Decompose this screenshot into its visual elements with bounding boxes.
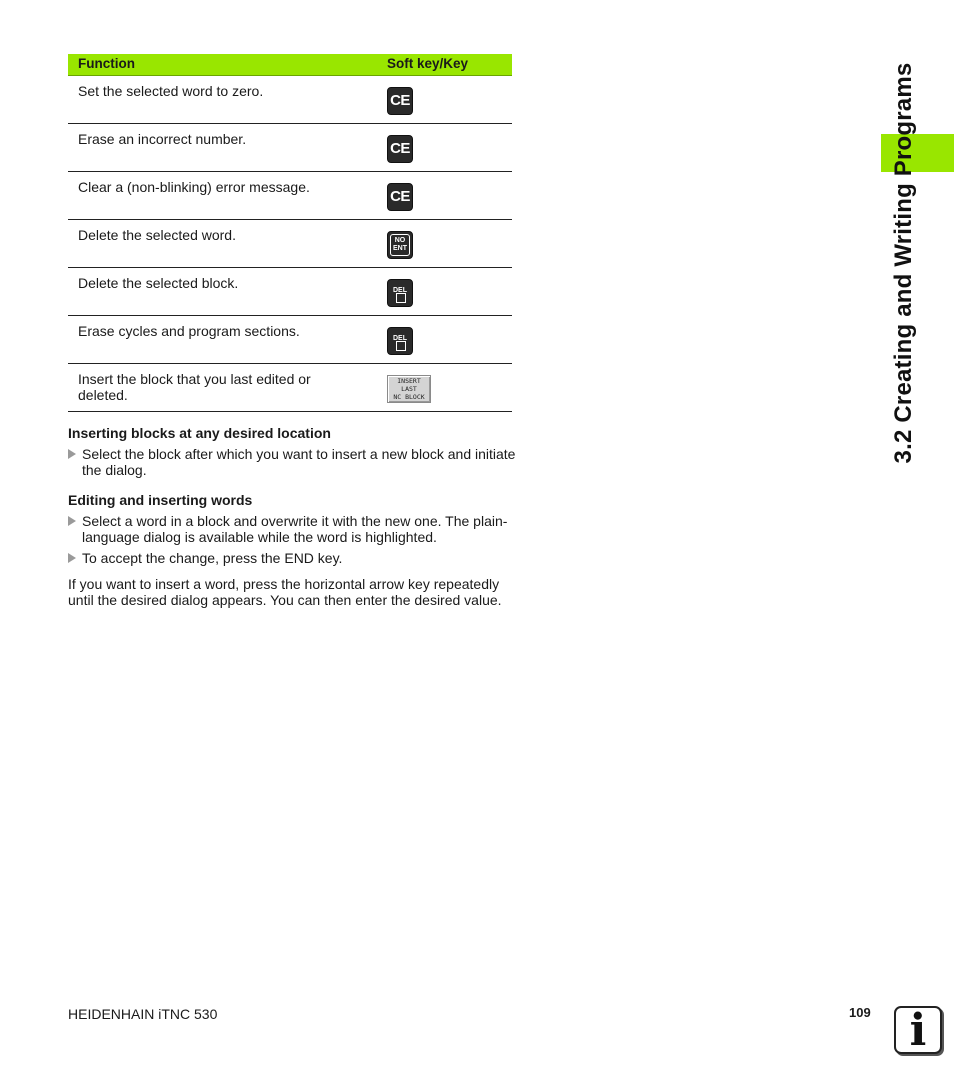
function-text: Delete the selected block. <box>78 275 239 291</box>
insert-last-nc-block-softkey-icon <box>387 375 431 403</box>
table-row <box>68 76 512 124</box>
list-item: Select a word in a block and overwrite it with the new one. The plain-language dialog is available while the word is highlighted. <box>68 513 518 545</box>
bullet-arrow-icon <box>68 516 76 526</box>
table-row <box>68 172 512 220</box>
heading-inserting-blocks: Inserting blocks at any desired location <box>68 425 331 441</box>
list-item: To accept the change, press the END key. <box>68 550 518 566</box>
header-function: Function <box>78 56 135 71</box>
del-key-square <box>396 293 406 303</box>
bullet-arrow-icon <box>68 449 76 459</box>
chapter-side-title: 3.2 Creating and Writing Programs <box>890 62 917 464</box>
table-row <box>68 124 512 172</box>
del-key-label: DEL <box>393 335 407 342</box>
function-text: Delete the selected word. <box>78 227 236 243</box>
page-number: 109 <box>849 1005 871 1020</box>
del-key-label: DEL <box>393 287 407 294</box>
ce-key-icon: CE <box>387 183 413 211</box>
table-row <box>68 268 512 316</box>
body-paragraph: If you want to insert a word, press the horizontal arrow key repeatedly until the desired dialog appears. You can then enter the desired value. <box>68 576 502 608</box>
heading-editing-words: Editing and inserting words <box>68 492 253 508</box>
no-ent-key-icon <box>387 231 413 259</box>
bullet-arrow-icon <box>68 553 76 563</box>
function-text: Insert the block that you last edited or deleted. <box>78 371 311 403</box>
table-row <box>68 220 512 268</box>
ce-key-icon: CE <box>387 135 413 163</box>
del-key-icon <box>387 327 413 355</box>
no-ent-label-ent: ENT <box>393 245 407 252</box>
header-soft-key: Soft key/Key <box>387 56 469 71</box>
ce-key-icon: CE <box>387 87 413 115</box>
function-text: Erase cycles and program sections. <box>78 323 300 339</box>
softkey-line-3: NC BLOCK <box>393 393 425 401</box>
softkey-line-1: INSERT <box>397 377 421 385</box>
table-row <box>68 364 512 412</box>
del-key-icon <box>387 279 413 307</box>
del-key-square <box>396 341 406 351</box>
footer-product: HEIDENHAIN iTNC 530 <box>68 1006 218 1022</box>
table-row <box>68 316 512 364</box>
table-header <box>68 54 512 76</box>
list-item: Select the block after which you want to insert a new block and initiate the dialog. <box>68 446 518 478</box>
function-key-table <box>68 54 512 412</box>
function-text: Clear a (non-blinking) error message. <box>78 179 310 195</box>
info-icon: i <box>894 1006 942 1054</box>
function-text: Erase an incorrect number. <box>78 131 247 147</box>
function-text: Set the selected word to zero. <box>78 83 264 99</box>
softkey-line-2: LAST <box>401 385 417 393</box>
no-ent-label-no: NO <box>394 237 406 244</box>
